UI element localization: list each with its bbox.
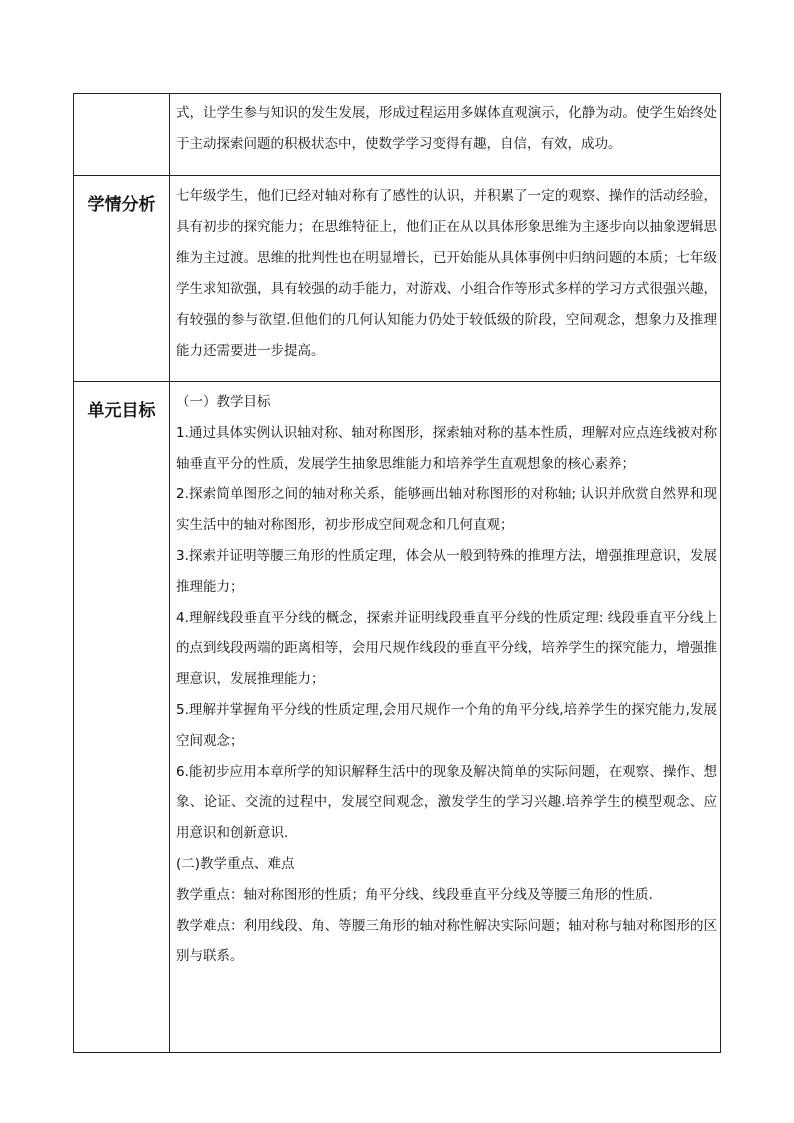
row-content-unit-goals: [170, 382, 721, 1053]
table-row-unit-goals: [74, 382, 721, 1053]
lesson-plan-table: [73, 93, 721, 1053]
row-label-intro: [74, 94, 170, 176]
goal-item-5: 5.理解并掌握角平分线的性质定理,会用尺规作一个角的角平分线,培养学生的探究能力,发展空间观念；: [176, 701, 717, 749]
difficult-points-text: 教学难点：利用线段、角、等腰三角形的轴对称性解决实际问题；轴对称与轴对称图形的区别与联系。: [176, 917, 717, 965]
intro-paragraph: 式，让学生参与知识的发生发展，形成过程运用多媒体直观演示，化静为动。使学生始终处于主动探索问题的积极状态中，使数学学习变得有趣，自信，有效，成功。: [176, 105, 717, 152]
goal-item-4: 4.理解线段垂直平分线的概念，探索并证明线段垂直平分线的性质定理: 线段垂直平分线上的点到线段两端的距离相等，会用尺规作线段的垂直平分线，培养学生的探究能力，增强推理意识，发展推理能力；: [176, 609, 717, 688]
row-content-student-analysis: [170, 176, 721, 382]
row-content-intro: [170, 94, 721, 176]
table-row-intro: [74, 94, 721, 176]
goals-heading-objectives: （一）教学目标: [176, 394, 271, 410]
goal-item-2: 2.探索简单图形之间的轴对称关系，能够画出轴对称图形的对称轴; 认识并欣赏自然界和现实生活中的轴对称图形，初步形成空间观念和几何直观；: [176, 486, 717, 534]
student-analysis-paragraph: 七年级学生，他们已经对轴对称有了感性的认识，并积累了一定的观察、操作的活动经验，具有初步的探究能力；在思维特征上，他们正在从以具体形象思维为主逐步向以抽象逻辑思维为主过渡。思维的批判性也在明显增长，已开始能从具体事例中归纳问题的本质；七年级学生求知欲强，具有较强的动手能力，对游戏、小组合作等形式多样的学习方式很强兴趣，有较强的参与欲望.但他们的几何认知能力仍处于较低级的阶段，空间观念，想象力及推理能力还需要进一步提高。: [176, 188, 717, 359]
goal-item-6: 6.能初步应用本章所学的知识解释生活中的现象及解决简单的实际问题，在观察、操作、想象、论证、交流的过程中，发展空间观念，激发学生的学习兴趣.培养学生的模型观念、应用意识和创新意识.: [176, 763, 717, 842]
goal-item-1: 1.通过具体实例认识轴对称、轴对称图形，探索轴对称的基本性质，理解对应点连线被对称轴垂直平分的性质，发展学生抽象思维能力和培养学生直观想象的核心素养；: [176, 424, 717, 472]
goal-item-3: 3.探索并证明等腰三角形的性质定理，体会从一般到特殊的推理方法，增强推理意识，发展推理能力；: [176, 547, 717, 595]
goals-heading-key-points: (二)教学重点、难点: [176, 855, 295, 872]
row-label-student-analysis: 学情分析: [74, 176, 170, 382]
key-points-text: 教学重点：轴对称图形的性质；角平分线、线段垂直平分线及等腰三角形的性质.: [176, 886, 653, 903]
table-row-student-analysis: [74, 176, 721, 382]
row-label-unit-goals: 单元目标: [74, 382, 170, 1053]
